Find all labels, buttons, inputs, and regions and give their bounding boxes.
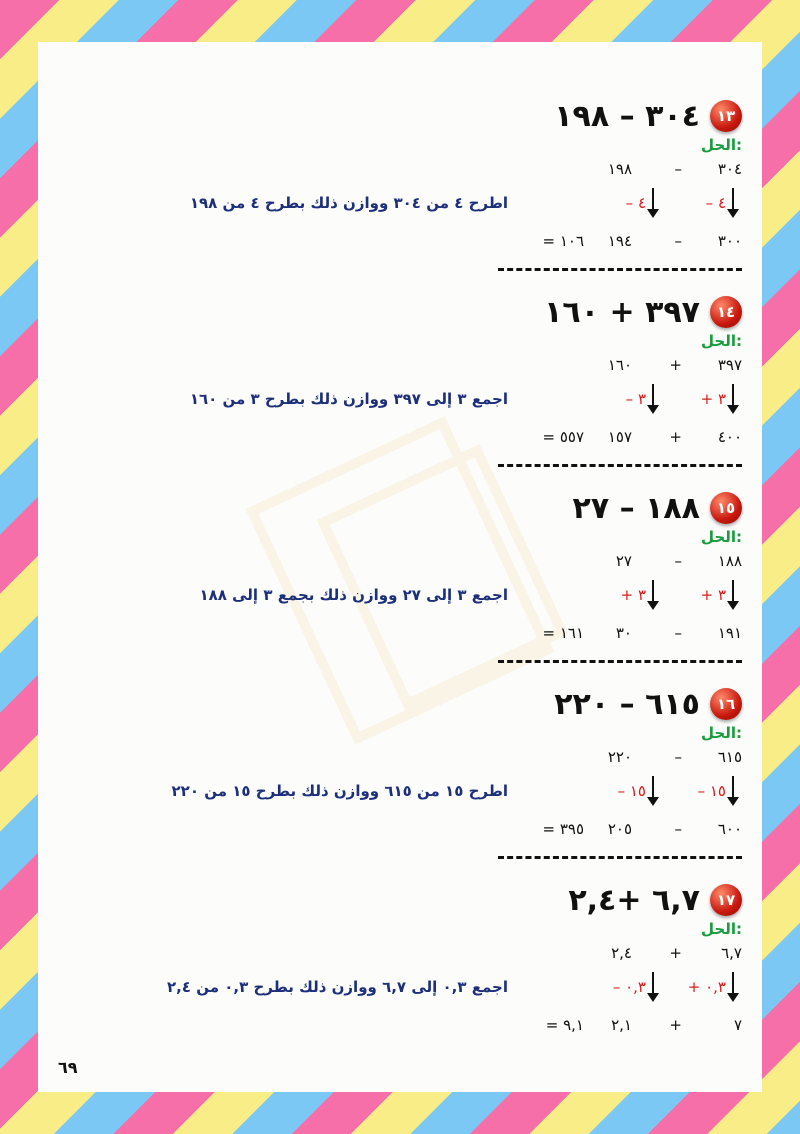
adjust-b: + ٣ <box>620 586 646 604</box>
explanation-note: اجمع ٠,٣ إلى ٦,٧ ووازن ذلك بطرح ٠,٣ من ٢,٤ <box>167 978 508 996</box>
explanation-note: اجمع ٣ إلى ٣٩٧ ووازن ذلك بطرح ٣ من ١٦٠ <box>189 390 508 408</box>
problem-number-badge <box>710 100 742 132</box>
adjust-a: – ١٥ <box>697 782 726 800</box>
operand-b: ٢٧ <box>615 552 632 570</box>
operand-b: ٢٢٠ <box>607 748 632 766</box>
operand-b: ١٩٨ <box>607 160 632 178</box>
operand-b: ٢,٤ <box>611 944 632 962</box>
adjusted-b: ٢,١ <box>611 1016 632 1034</box>
problem-expression: ٣٠٤ – ١٩٨ <box>554 98 700 134</box>
problem-number: ١٦ <box>716 695 736 713</box>
down-arrow-icon <box>732 580 734 608</box>
adjust-b: – ٤ <box>625 194 646 212</box>
down-arrow-icon <box>732 384 734 412</box>
result: = ٥٥٧ <box>542 428 584 446</box>
explanation-note: اجمع ٣ إلى ٢٧ ووازن ذلك بجمع ٣ إلى ١٨٨ <box>199 586 508 604</box>
problem-expression: ١٨٨ – ٢٧ <box>572 490 700 526</box>
dashed-separator <box>498 464 742 467</box>
result: = ٣٩٥ <box>542 820 584 838</box>
solution-label: الحل: <box>701 920 742 938</box>
adjusted-b: ١٩٤ <box>607 232 632 250</box>
problem-expression: ٣٩٧ + ١٦٠ <box>544 294 700 330</box>
solution-label: الحل: <box>701 528 742 546</box>
adjusted-operator: – <box>674 820 682 838</box>
solution-label: الحل: <box>701 724 742 742</box>
adjusted-operator: + <box>669 428 682 446</box>
adjust-b: – ٣ <box>625 390 646 408</box>
problem-number-badge <box>710 884 742 916</box>
down-arrow-icon <box>652 188 654 216</box>
page-number: ٦٩ <box>58 1058 78 1077</box>
operand-b: ١٦٠ <box>607 356 632 374</box>
problem-number: ١٧ <box>716 891 736 909</box>
explanation-note: اطرح ١٥ من ٦١٥ ووازن ذلك بطرح ١٥ من ٢٢٠ <box>171 782 508 800</box>
problem-header <box>554 686 742 722</box>
problem-block <box>38 98 762 288</box>
problem-number-badge <box>710 296 742 328</box>
problem-number-badge <box>710 688 742 720</box>
adjust-a: + ٠,٣ <box>687 978 726 996</box>
problem-expression: ٦١٥ – ٢٢٠ <box>554 686 700 722</box>
explanation-note: اطرح ٤ من ٣٠٤ ووازن ذلك بطرح ٤ من ١٩٨ <box>189 194 508 212</box>
problem-header <box>554 98 742 134</box>
down-arrow-icon <box>652 776 654 804</box>
solution-label: الحل: <box>701 332 742 350</box>
adjusted-operator: – <box>674 232 682 250</box>
problem-block <box>38 686 762 876</box>
operand-a: ٣٩٧ <box>717 356 742 374</box>
down-arrow-icon <box>732 972 734 1000</box>
operator: + <box>669 356 682 374</box>
down-arrow-icon <box>652 580 654 608</box>
adjusted-a: ٤٠٠ <box>717 428 742 446</box>
dashed-separator <box>498 268 742 271</box>
adjust-b: – ١٥ <box>617 782 646 800</box>
worksheet-page <box>38 42 762 1092</box>
solution-label: الحل: <box>701 136 742 154</box>
problem-expression: ٦,٧ +٢,٤ <box>568 882 700 918</box>
adjusted-b: ٣٠ <box>615 624 632 642</box>
operand-a: ٦١٥ <box>717 748 742 766</box>
result: = ٩,١ <box>545 1016 584 1034</box>
down-arrow-icon <box>732 188 734 216</box>
adjust-a: – ٤ <box>705 194 726 212</box>
adjusted-a: ٧ <box>733 1016 742 1034</box>
operand-a: ١٨٨ <box>717 552 742 570</box>
problem-number: ١٤ <box>716 303 736 321</box>
operand-a: ٦,٧ <box>721 944 742 962</box>
problem-number: ١٣ <box>716 107 736 125</box>
dashed-separator <box>498 856 742 859</box>
dashed-separator <box>498 660 742 663</box>
problem-header <box>568 882 742 918</box>
adjusted-a: ٣٠٠ <box>717 232 742 250</box>
problem-number: ١٥ <box>716 499 736 517</box>
down-arrow-icon <box>732 776 734 804</box>
adjust-a: + ٣ <box>700 390 726 408</box>
problem-header <box>573 490 742 526</box>
problem-block <box>38 490 762 680</box>
adjust-a: + ٣ <box>700 586 726 604</box>
operator: – <box>674 160 682 178</box>
down-arrow-icon <box>652 384 654 412</box>
problem-block <box>38 294 762 484</box>
down-arrow-icon <box>652 972 654 1000</box>
adjusted-operator: – <box>674 624 682 642</box>
operator: – <box>674 552 682 570</box>
problem-block <box>38 882 762 1072</box>
result: = ١٠٦ <box>542 232 584 250</box>
operator: + <box>669 944 682 962</box>
adjust-b: – ٠,٣ <box>612 978 646 996</box>
adjusted-operator: + <box>669 1016 682 1034</box>
adjusted-b: ١٥٧ <box>607 428 632 446</box>
operand-a: ٣٠٤ <box>717 160 742 178</box>
problem-header <box>544 294 742 330</box>
adjusted-a: ٦٠٠ <box>717 820 742 838</box>
adjusted-b: ٢٠٥ <box>607 820 632 838</box>
operator: – <box>674 748 682 766</box>
adjusted-a: ١٩١ <box>717 624 742 642</box>
problem-number-badge <box>710 492 742 524</box>
result: = ١٦١ <box>542 624 584 642</box>
